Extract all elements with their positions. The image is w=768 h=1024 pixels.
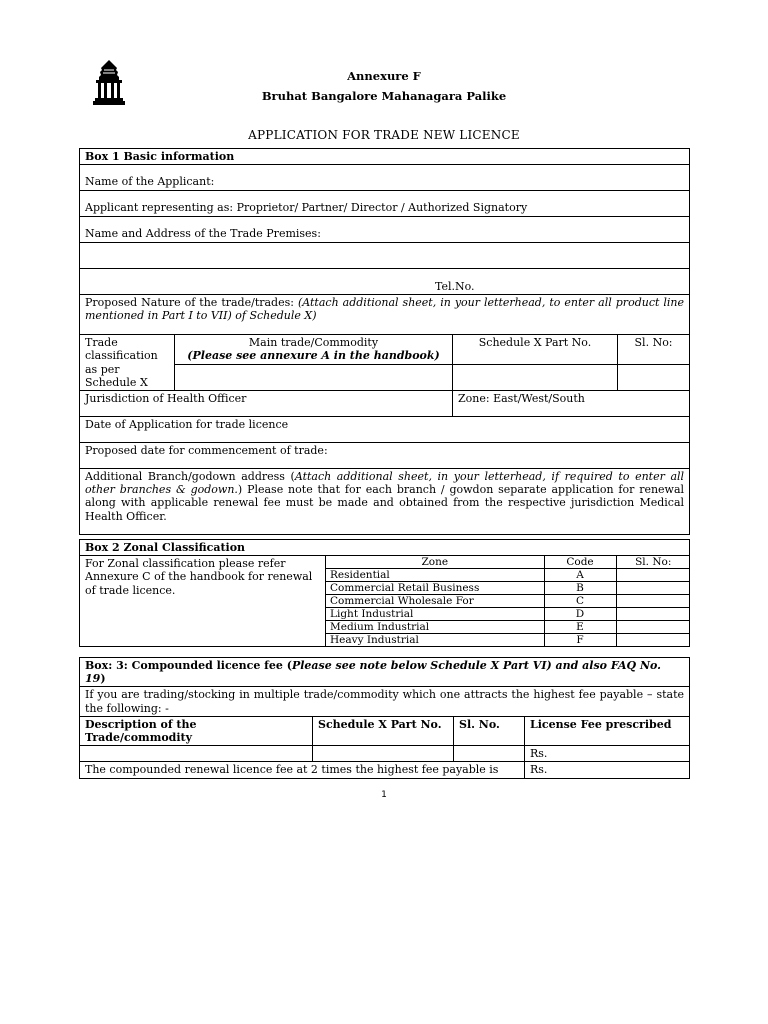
schedule-part-header: Schedule X Part No. xyxy=(453,335,618,365)
zone-code: E xyxy=(544,621,616,634)
box3-heading-label: Box: 3: Compounded licence fee ( xyxy=(85,659,292,672)
applicant-name-field[interactable]: Name of the Applicant: xyxy=(80,165,690,191)
zone-sl-column-header: Sl. No: xyxy=(616,556,690,569)
box1-heading: Box 1 Basic information xyxy=(80,149,690,165)
zone-code: F xyxy=(544,634,616,647)
license-fee-header: License Fee prescribed xyxy=(525,716,690,745)
zone-sl-input[interactable] xyxy=(616,634,690,647)
zone-name: Commercial Wholesale For xyxy=(326,595,544,608)
zone-name: Heavy Industrial xyxy=(326,634,544,647)
zone-code: C xyxy=(544,595,616,608)
zone-sl-input[interactable] xyxy=(616,608,690,621)
trade-premises-address-line[interactable] xyxy=(80,243,690,269)
box3-heading-close: ) xyxy=(100,672,106,686)
zone-row xyxy=(326,595,690,608)
zone-name: Light Industrial xyxy=(326,608,544,621)
zone-column-header: Zone xyxy=(326,556,544,569)
sl-no-header: Sl. No: xyxy=(618,335,690,365)
code-column-header: Code xyxy=(544,556,616,569)
zone-sl-input[interactable] xyxy=(616,621,690,634)
license-fee-input[interactable]: Rs. xyxy=(525,746,690,762)
trade-classification-label: Trade classification as per Schedule X xyxy=(80,335,175,391)
zone-code: A xyxy=(544,569,616,582)
schedule-part-input[interactable] xyxy=(453,364,618,390)
form-title: APPLICATION FOR TRADE NEW LICENCE xyxy=(248,128,520,142)
zone-row xyxy=(326,621,690,634)
zone-name: Residential xyxy=(326,569,544,582)
sl-no-input[interactable] xyxy=(618,364,690,390)
fee-sl-input[interactable] xyxy=(454,746,525,762)
box2-heading: Box 2 Zonal Classification xyxy=(80,540,690,556)
zone-sl-input[interactable] xyxy=(616,569,690,582)
zone-sl-input[interactable] xyxy=(616,582,690,595)
box3-compounded-licence-fee xyxy=(79,657,690,779)
trade-description-header: Description of the Trade/commodity xyxy=(80,716,313,745)
zone-sl-input[interactable] xyxy=(616,595,690,608)
main-trade-commodity-header xyxy=(175,335,453,365)
jurisdiction-field[interactable]: Jurisdiction of Health Officer xyxy=(80,390,453,416)
branch-address-instruction: ) Please note that for each branch / gowdon separate application for renewal along with applicable renewal fee must be made and obtained from the respective jurisdiction Medical Health Officer. xyxy=(85,483,685,523)
zone-code-table xyxy=(326,556,690,646)
annexure-heading: Annexure F xyxy=(347,69,421,83)
zone-name: Commercial Retail Business xyxy=(326,582,544,595)
nature-of-trade-field[interactable] xyxy=(80,295,690,335)
zone-table-cell xyxy=(326,556,690,647)
zonal-classification-note: For Zonal classification please refer Annexure C of the handbook for renewal of trade licence. xyxy=(80,556,326,647)
main-trade-label: Main trade/Commodity xyxy=(248,336,379,350)
main-trade-input[interactable] xyxy=(175,364,453,390)
box2-zonal-classification xyxy=(79,539,690,647)
zone-name: Medium Industrial xyxy=(326,621,544,634)
box3-intro: If you are trading/stocking in multiple trade/commodity which one attracts the highest fee payable – state the following: - xyxy=(80,687,690,716)
compounded-fee-label: The compounded renewal licence fee at 2 times the highest fee payable is xyxy=(80,762,525,778)
box3-heading xyxy=(80,658,690,687)
page-number: 1 xyxy=(381,790,387,800)
branch-address-label: Additional Branch/godown address ( xyxy=(85,469,295,483)
branch-address-note: Attach additional sheet, in your letterhead, if required to enter all other branches & godown. xyxy=(85,469,685,497)
box3-heading-note: Please see note below Schedule X Part VI) and also FAQ No. 19 xyxy=(85,659,661,686)
zone-field[interactable]: Zone: East/West/South xyxy=(453,390,690,416)
box1-basic-information xyxy=(79,148,690,535)
schedule-part-input[interactable] xyxy=(313,746,454,762)
trade-description-input[interactable] xyxy=(80,746,313,762)
main-trade-note: (Please see annexure A in the handbook) xyxy=(187,349,440,363)
commencement-date-field[interactable]: Proposed date for commencement of trade: xyxy=(80,442,690,468)
zone-code: B xyxy=(544,582,616,595)
compounded-fee-input[interactable]: Rs. xyxy=(525,762,690,778)
zone-row xyxy=(326,608,690,621)
zone-row xyxy=(326,582,690,595)
telephone-field[interactable]: Tel.No. xyxy=(80,269,690,295)
fee-sl-header: Sl. No. xyxy=(454,716,525,745)
nature-of-trade-label: Proposed Nature of the trade/trades: xyxy=(85,296,298,310)
trade-premises-field[interactable]: Name and Address of the Trade Premises: xyxy=(80,217,690,243)
organization-name: Bruhat Bangalore Mahanagara Palike xyxy=(261,89,507,103)
nature-of-trade-note: (Attach additional sheet, in your letterhead, to enter all product line mentioned in Part I to VII) of Schedule X) xyxy=(85,296,685,323)
schedule-part-header: Schedule X Part No. xyxy=(313,716,454,745)
date-of-application-field[interactable]: Date of Application for trade licence xyxy=(80,416,690,442)
zone-row xyxy=(326,569,690,582)
branch-address-field[interactable] xyxy=(80,468,690,534)
zone-code: D xyxy=(544,608,616,621)
applicant-representing-field[interactable]: Applicant representing as: Proprietor/ Partner/ Director / Authorized Signatory xyxy=(80,191,690,217)
zone-row xyxy=(326,634,690,647)
